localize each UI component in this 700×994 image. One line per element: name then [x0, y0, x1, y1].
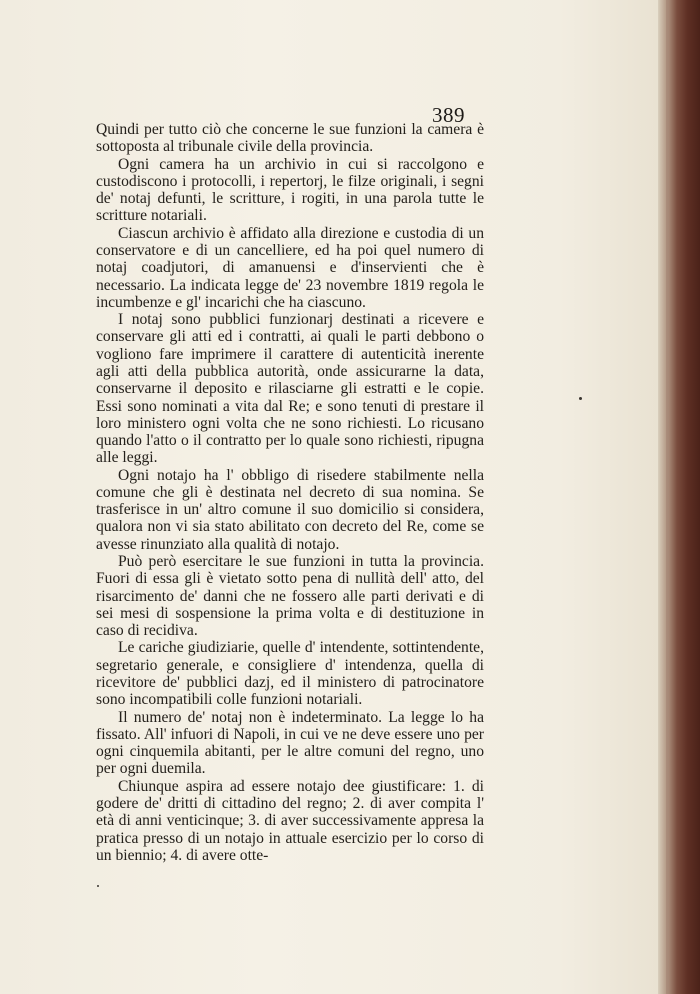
paragraph-4: I notaj sono pubblici funzionarj destinati a ricevere e conservare gli atti ed i contratti, ai quali le parti debbono o vogliono fare imprimere il carattere di autenticità inerente agli atti della pubblica autorità, onde assicurarne la data, conservarne il deposito e rilasciarne gli estratti e le copie. Essi sono nominati a vita dal Re; e sono tenuti di prestare il loro ministero ogni volta che ne sono richiesti. Lo ricusano quando l'atto o il contratto per lo quale sono richiesti, ripugna alle leggi. — [96, 311, 484, 467]
ink-speck — [97, 885, 99, 887]
paragraph-7: Le cariche giudiziarie, quelle d' intendente, sottintendente, segretario generale, e consigliere d' intendenza, quella di ricevitore de' pubblici dazj, ed il ministero di patrocinatore sono incompatibili colle funzioni notariali. — [96, 639, 484, 709]
paragraph-8: Il numero de' notaj non è indeterminato. La legge lo ha fissato. All' infuori di Napoli, in cui ve ne deve essere uno per ogni cinquemila abitanti, per le altre comuni del regno, uno per ogni duemila. — [96, 708, 484, 778]
paragraph-2: Ogni camera ha un archivio in cui si raccolgono e custodiscono i protocolli, i repertorj, le filze originali, i segni de' notaj defunti, le scritture, i rogiti, in una parola tutte le scritture notariali. — [96, 155, 484, 225]
paragraph-6: Può però esercitare le sue funzioni in tutta la provincia. Fuori di essa gli è vietato sotto pena di nullità dell' atto, del risarcimento de' danni che ne fossero alle parti derivati e di sei mesi di sospensione la prima volta e di destituzione in caso di recidiva. — [96, 553, 484, 640]
ink-speck — [579, 397, 582, 400]
body-text — [96, 121, 484, 864]
paragraph-3: Ciascun archivio è affidato alla direzione e custodia di un conservatore e di un cancelliere, ed ha poi quel numero di notaj coadjutori, di amanuensi e d'inservienti che è necessario. La indicata legge de' 23 novembre 1819 regola le incumbenze e gl' incarichi che ha ciascuno. — [96, 224, 484, 311]
paragraph-1: Quindi per tutto ciò che concerne le sue funzioni la camera è sottoposta al tribunale civile della provincia. — [96, 121, 484, 156]
page-number: 389 — [432, 103, 465, 127]
paragraph-9: Chiunque aspira ad essere notajo dee giustificare: 1. di godere de' dritti di cittadino del regno; 2. di aver compita l' età di anni venticinque; 3. di aver successivamente appresa la pratica presso di un notajo in attuale esercizio per lo corso di un biennio; 4. di avere otte- — [96, 777, 484, 864]
spine-shadow-line — [666, 0, 669, 994]
book-spine-edge — [658, 0, 700, 994]
paragraph-5: Ogni notajo ha l' obbligo di risedere stabilmente nella comune che gli è destinata nel decreto di sua nomina. Se trasferisce in un' altro comune il suo domicilio si considera, qualora non vi sia stato abilitato con decreto del Re, come se avesse rinunziato alla qualità di notajo. — [96, 466, 484, 553]
